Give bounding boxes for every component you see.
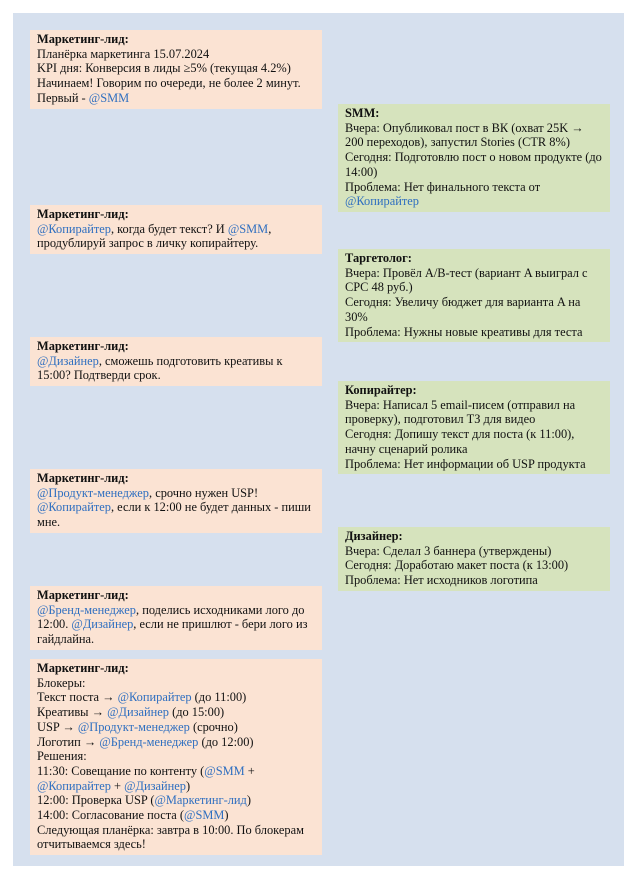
message-lead-to-product <box>30 469 322 533</box>
message-line: Проблема: Нет информации об USP продукта <box>345 456 586 471</box>
message-author: Маркетинг-лид: <box>37 32 129 46</box>
mention-designer[interactable]: @Дизайнер <box>107 705 169 720</box>
message-line: Первый - @SMM <box>37 90 130 105</box>
message-line: Вчера: Написал 5 email-писем (отправил на проверку), подготовил ТЗ для видео <box>345 397 576 427</box>
message-lead-summary <box>30 659 322 855</box>
mention-designer[interactable]: @Дизайнер <box>124 778 186 793</box>
message-line: 11:30: Совещание по контенту (@SMM + @Копирайтер + @Дизайнер) <box>37 763 255 793</box>
message-line: Проблема: Нужны новые креативы для теста <box>345 324 583 339</box>
mention-copywriter[interactable]: @Копирайтер <box>345 194 419 209</box>
message-author: Маркетинг-лид: <box>37 339 129 353</box>
message-line: @Продукт-менеджер, срочно нужен USP! <box>37 485 259 500</box>
message-author: Маркетинг-лид: <box>37 207 129 221</box>
mention-smm[interactable]: @SMM <box>184 808 225 823</box>
message-line: Проблема: Нет исходников логотипа <box>345 573 538 588</box>
message-line: USP → @Продукт-менеджер (срочно) <box>37 719 238 734</box>
mention-product-manager[interactable]: @Продукт-менеджер <box>37 485 149 500</box>
message-line: Планёрка маркетинга 15.07.2024 <box>37 46 210 61</box>
mention-copywriter[interactable]: @Копирайтер <box>37 778 111 793</box>
mention-copywriter[interactable]: @Копирайтер <box>37 221 111 236</box>
message-author: Дизайнер: <box>345 529 403 543</box>
message-line: KPI дня: Конверсия в лиды ≥5% (текущая 4.2%) <box>37 61 291 76</box>
mention-brand-manager[interactable]: @Бренд-менеджер <box>99 734 199 749</box>
message-smm <box>338 104 610 212</box>
message-line: @Бренд-менеджер, поделись исходниками лого до 12:00. @Дизайнер, если не пришлют - бери лого из гайдлайна. <box>37 602 308 647</box>
mention-product-manager[interactable]: @Продукт-менеджер <box>77 719 190 734</box>
message-line: Сегодня: Допишу текст для поста (к 11:00), начну сценарий ролика <box>345 427 575 456</box>
mention-smm[interactable]: @SMM <box>88 90 130 105</box>
message-line: Следующая планёрка: завтра в 10:00. По блокерам отчитываемся здесь! <box>37 822 304 852</box>
message-line: Креативы → @Дизайнер (до 15:00) <box>37 705 225 720</box>
message-line: Проблема: Нет финального текста от @Копирайтер <box>345 179 541 209</box>
message-line: Логотип → @Бренд-менеджер (до 12:00) <box>37 734 254 749</box>
message-line: @Копирайтер, когда будет текст? И @SMM, продублируй запрос в личку копирайтеру. <box>37 221 272 251</box>
message-author: Маркетинг-лид: <box>37 588 129 602</box>
mention-designer[interactable]: @Дизайнер <box>71 617 134 632</box>
message-copywriter <box>338 381 610 474</box>
message-line: Сегодня: Подготовлю пост о новом продукте (до 14:00) <box>345 150 602 179</box>
message-lead-to-copywriter <box>30 205 322 254</box>
message-author: Маркетинг-лид: <box>37 471 129 485</box>
mention-marketing-lead[interactable]: @Маркетинг-лид <box>154 793 247 808</box>
mention-designer[interactable]: @Дизайнер <box>37 353 99 368</box>
message-lead-to-brand <box>30 586 322 650</box>
message-author: Маркетинг-лид: <box>37 661 129 675</box>
mention-copywriter[interactable]: @Копирайтер <box>37 500 111 515</box>
message-lead-opening <box>30 30 322 109</box>
message-line: Вчера: Провёл A/B-тест (вариант A выиграл с CPC 48 руб.) <box>345 265 588 295</box>
message-line: @Копирайтер, если к 12:00 не будет данных - пиши мне. <box>37 500 311 530</box>
message-line: Вчера: Опубликовал пост в ВК (охват 25K → 200 переходов), запустил Stories (CTR 8%) <box>345 120 584 150</box>
message-line: Текст поста → @Копирайтер (до 11:00) <box>37 690 247 705</box>
message-line: Решения: <box>37 749 87 764</box>
message-line: @Дизайнер, сможешь подготовить креативы к 15:00? Подтверди срок. <box>37 353 283 383</box>
message-designer <box>338 527 610 591</box>
message-lead-to-designer <box>30 337 322 386</box>
message-line: 14:00: Согласование поста (@SMM) <box>37 808 229 823</box>
message-targetologist <box>338 249 610 342</box>
message-line: Сегодня: Доработаю макет поста (к 13:00) <box>345 558 569 573</box>
mention-smm[interactable]: @SMM <box>204 763 245 778</box>
mention-copywriter[interactable]: @Копирайтер <box>117 690 192 705</box>
mention-brand-manager[interactable]: @Бренд-менеджер <box>37 602 136 617</box>
chat-page <box>13 13 624 866</box>
message-author: Таргетолог: <box>345 251 412 265</box>
message-line: Начинаем! Говорим по очереди, не более 2 минут. <box>37 76 301 91</box>
mention-smm[interactable]: @SMM <box>227 221 269 236</box>
message-line: 12:00: Проверка USP (@Маркетинг-лид) <box>37 793 251 808</box>
message-line: Блокеры: <box>37 675 86 690</box>
message-line: Сегодня: Увеличу бюджет для варианта A на 30% <box>345 295 581 324</box>
message-author: Копирайтер: <box>345 383 417 397</box>
message-author: SMM: <box>345 106 380 120</box>
message-line: Вчера: Сделал 3 баннера (утверждены) <box>345 543 552 558</box>
